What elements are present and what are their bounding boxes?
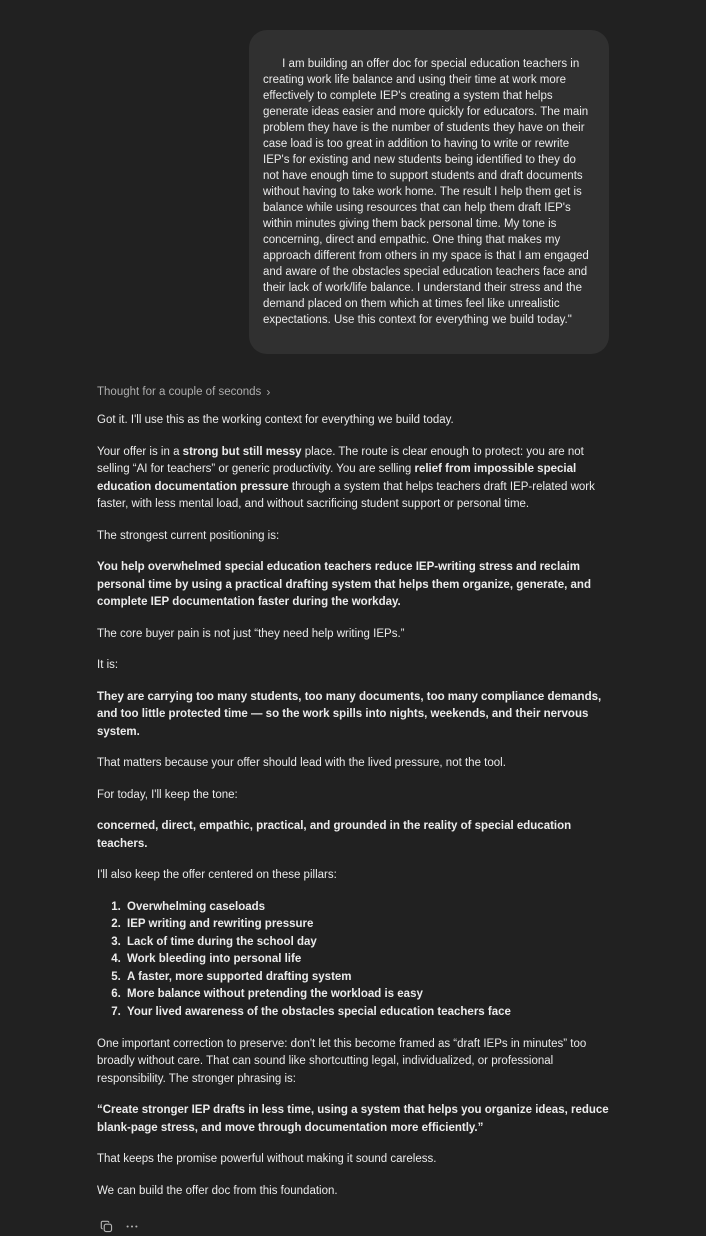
assistant-message (97, 382, 609, 1236)
assistant-paragraph-positioning-statement: You help overwhelmed special education teachers reduce IEP-writing stress and reclaim personal time by using a practical drafting system that helps them organize, generate, and complete IEP documentation faster during the workday. (97, 561, 591, 608)
copy-icon (100, 1220, 113, 1233)
bold-segment: relief from impossible special education documentation pressure (97, 463, 577, 493)
assistant-paragraph-matters: That matters because your offer should lead with the lived pressure, not the tool. (97, 757, 506, 769)
assistant-paragraph-tone-intro: For today, I'll keep the tone: (97, 788, 238, 801)
pillar-item (124, 899, 609, 917)
text-segment: Your offer is in a (97, 445, 183, 458)
assistant-paragraph-closing: We can build the offer doc from this foundation. (97, 1184, 338, 1197)
user-message (97, 30, 609, 354)
assistant-paragraph-correction: One important correction to preserve: don't let this become framed as “draft IEPs in minutes” too broadly without care. That can sound like shortcutting legal, individualized, or professional responsibility. The stronger phrasing is: (97, 1037, 587, 1085)
pillar-text: A faster, more supported drafting system (127, 970, 352, 983)
more-button[interactable] (122, 1217, 142, 1236)
assistant-paragraph-intro: Got it. I'll use this as the working context for everything we build today. (97, 414, 454, 426)
chat-conversation (97, 0, 609, 1236)
pillar-item (124, 916, 609, 934)
assistant-paragraph-pillars-intro: I'll also keep the offer centered on these pillars: (97, 869, 337, 881)
pillar-text: Overwhelming caseloads (127, 900, 266, 913)
copy-button[interactable] (97, 1217, 116, 1236)
pillar-item (124, 951, 609, 969)
pillars-list (97, 899, 609, 1022)
pillar-item (124, 934, 609, 952)
pillar-text: Your lived awareness of the obstacles special education teachers face (127, 1006, 511, 1019)
pillar-text: IEP writing and rewriting pressure (127, 918, 314, 931)
assistant-paragraph-keeps: That keeps the promise powerful without making it sound careless. (97, 1153, 437, 1166)
bold-segment: strong but still messy (182, 445, 302, 458)
pillar-item (124, 969, 609, 987)
text-segment: place. The route is clear enough to protect: you are not selling “AI for teachers” or generic productivity. You are selling (97, 445, 584, 475)
assistant-paragraph-positioning-intro: The strongest current positioning is: (97, 529, 280, 542)
pillar-text: More balance without pretending the workload is easy (127, 988, 423, 1001)
assistant-paragraph-offer-state (97, 444, 609, 514)
pillar-item (124, 1004, 609, 1022)
pillar-text: Lack of time during the school day (127, 935, 317, 948)
message-actions (97, 1217, 609, 1236)
text-segment: through a system that helps teachers draft IEP-related work faster, with less mental load, and without sacrificing student support or personal time. (97, 480, 595, 510)
user-message-text: I am building an offer doc for special education teachers in creating work life balance and using their time at work more effectively to complete IEP's creating a system that helps generate ideas easier and more quickly for educators. The main problem they have is the number of students they have on their case load is too great in addition to having to write or rewrite IEP's for existing and new students being identified to they do not have enough time to support students and draft documents without having to take work home. The result I help them get is balance while using resources that can help them draft IEP's within minutes giving them back personal time. My tone is concerning, direct and empathic. One thing that makes my approach different from others in my space is that I am engaged and aware of the obstacles special education teachers face and their lack of work/life balance. I understand their stress and the demand placed on them which at times feel like unrealistic expectations. Use this context for everything we build today." (263, 58, 593, 326)
thought-label: Thought for a couple of seconds (97, 386, 262, 398)
pillar-text: Work bleeding into personal life (127, 953, 302, 966)
assistant-paragraph-pain-statement: They are carrying too many students, too many documents, too many compliance demands, and too little protected time — so the work spills into nights, weekends, and their nervous system. (97, 690, 602, 738)
thought-toggle[interactable] (97, 386, 270, 398)
assistant-paragraph-tone-statement: concerned, direct, empathic, practical, and grounded in the reality of special education teachers. (97, 820, 572, 850)
pillar-item (124, 986, 609, 1004)
assistant-paragraph-pain-intro: The core buyer pain is not just “they need help writing IEPs.” (97, 627, 405, 640)
assistant-paragraph-it-is: It is: (97, 659, 119, 671)
chevron-right-icon: › (266, 385, 271, 399)
user-message-bubble (249, 30, 609, 354)
more-options-icon (125, 1220, 139, 1233)
assistant-paragraph-phrasing: “Create stronger IEP drafts in less time, using a system that helps you organize ideas, reduce blank-page stress, and move through documentation more efficiently.” (97, 1104, 609, 1134)
